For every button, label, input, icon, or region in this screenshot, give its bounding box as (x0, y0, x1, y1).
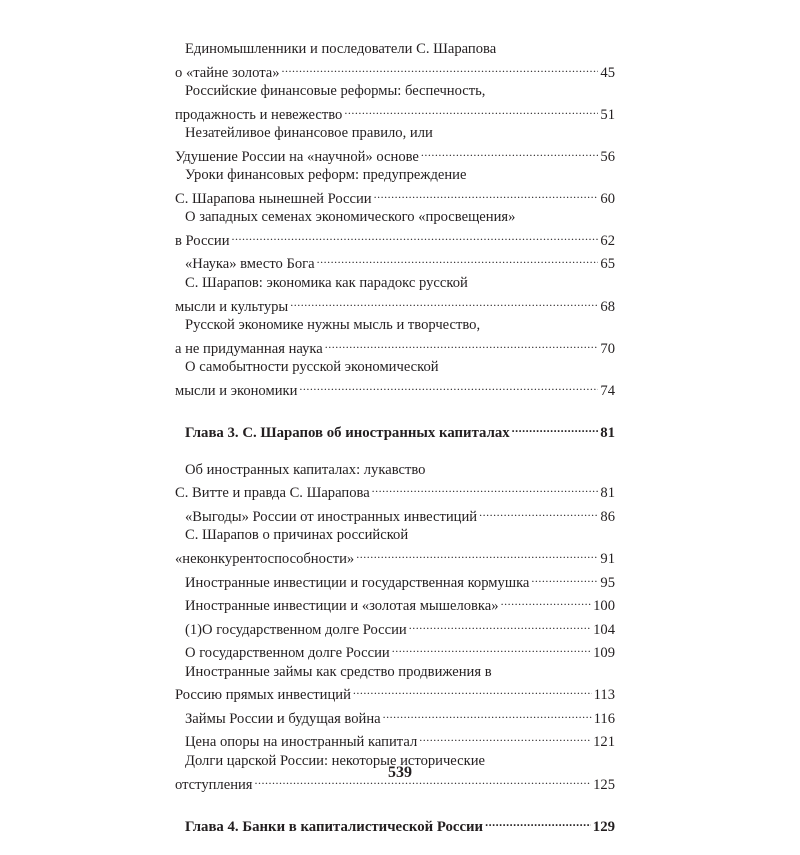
entry-page-number: 95 (600, 574, 615, 591)
entry-page-number: 60 (600, 190, 615, 207)
entry-title-line: Русской экономике нужны мысль и творчество, (185, 317, 481, 334)
entry-title: Цена опоры на иностранный капитал (185, 734, 418, 751)
entry-row (175, 59, 615, 83)
table-of-contents (175, 40, 615, 855)
entry-row (175, 545, 615, 569)
dot-leader (374, 185, 599, 203)
entry-row (175, 143, 615, 167)
entry-page-number: 62 (600, 232, 615, 249)
entry-title: (1)О государственном долге России (185, 621, 407, 638)
toc-entry (175, 526, 615, 568)
entry-row (175, 681, 615, 705)
entry-title-line: Долги царской России: некоторые исторические (185, 752, 486, 769)
dot-leader (290, 293, 598, 311)
toc-entry (175, 316, 615, 358)
entry-row (175, 293, 615, 317)
entry-page-number: 81 (600, 485, 615, 502)
dot-leader (421, 143, 598, 161)
toc-entry (175, 250, 615, 274)
toc-entry (175, 274, 615, 316)
entry-title-line: О западных семенах экономического «просвещения» (185, 209, 516, 226)
entry-row (175, 728, 615, 752)
entry-row (175, 503, 615, 527)
entry-row (175, 250, 615, 274)
entry-title: Глава 4. Банки в капиталистической России (185, 818, 484, 835)
entry-title: «Наука» вместо Бога (185, 256, 315, 273)
entry-row (175, 377, 615, 401)
dot-leader (409, 616, 591, 634)
dot-leader (282, 59, 599, 77)
toc-entry (175, 728, 615, 752)
entry-page-number: 51 (600, 106, 615, 123)
toc-entry (175, 616, 615, 640)
toc-entry (175, 639, 615, 663)
entry-title: мысли и экономики (175, 382, 298, 399)
entry-title: в России (175, 232, 230, 249)
entry-title: С. Витте и правда С. Шарапова (175, 485, 370, 502)
entry-title-line: Иностранные займы как средство продвижения в (185, 663, 492, 680)
entry-title: а не придуманная наука (175, 340, 323, 357)
entry-page-number: 91 (600, 551, 615, 568)
dot-leader (485, 813, 591, 831)
dot-leader (479, 503, 598, 521)
entry-page-number: 129 (592, 818, 615, 835)
entry-title: продажность и невежество (175, 106, 343, 123)
entry-title: мысли и культуры (175, 298, 289, 315)
dot-leader (372, 479, 599, 497)
entry-row (175, 335, 615, 359)
entry-title: Россию прямых инвестиций (175, 687, 351, 704)
dot-leader (299, 377, 598, 395)
entry-title: О государственном долге России (185, 645, 390, 662)
entry-title-line: О самобытности русской экономической (185, 359, 439, 376)
dot-leader (356, 545, 598, 563)
dot-leader (531, 569, 598, 587)
toc-entry (175, 461, 615, 503)
entry-row (175, 569, 615, 593)
entry-page-number: 125 (593, 776, 615, 793)
dot-leader (501, 592, 592, 610)
entry-row (175, 592, 615, 616)
entry-title: отступления (175, 776, 253, 793)
dot-leader (317, 250, 599, 268)
entry-page-number: 56 (600, 148, 615, 165)
entry-row (175, 185, 615, 209)
entry-title: С. Шарапова нынешней России (175, 190, 372, 207)
toc-entry (175, 40, 615, 82)
entry-page-number: 100 (593, 598, 615, 615)
dot-leader (344, 101, 598, 119)
entry-page-number: 81 (600, 424, 615, 441)
toc-entry (175, 569, 615, 593)
dot-leader (383, 705, 592, 723)
dot-leader (392, 639, 591, 657)
toc-entry (175, 166, 615, 208)
entry-title: Займы России и будущая война (185, 710, 381, 727)
toc-entry (175, 663, 615, 705)
entry-row (175, 639, 615, 663)
entry-row (175, 479, 615, 503)
toc-entry (175, 358, 615, 400)
entry-title: «неконкурентоспособности» (175, 551, 355, 568)
dot-leader (232, 227, 599, 245)
entry-title-line: Об иностранных капиталах: лукавство (185, 461, 426, 478)
entry-title-line: Незатейливое финансовое правило, или (185, 125, 433, 142)
entry-page-number: 121 (593, 734, 615, 751)
entry-row (175, 227, 615, 251)
entry-page-number: 86 (600, 508, 615, 525)
toc-entry (175, 705, 615, 729)
toc-entry (175, 82, 615, 124)
dot-leader (512, 419, 599, 437)
entry-page-number: 70 (600, 340, 615, 357)
toc-entry (175, 503, 615, 527)
entry-title: Удушение России на «научной» основе (175, 148, 419, 165)
entry-page-number: 74 (600, 382, 615, 399)
toc-chapter (175, 419, 615, 443)
entry-title-line: С. Шарапов: экономика как парадокс русской (185, 275, 468, 292)
page-number: 539 (388, 764, 412, 781)
toc-entry (175, 208, 615, 250)
entry-page-number: 65 (600, 256, 615, 273)
entry-title: «Выгоды» России от иностранных инвестиций (185, 508, 478, 525)
entry-page-number: 45 (600, 64, 615, 81)
entry-page-number: 104 (593, 621, 615, 638)
entry-title: Иностранные инвестиции и государственная кормушка (185, 574, 530, 591)
entry-page-number: 109 (593, 645, 615, 662)
entry-title-line: С. Шарапов о причинах российской (185, 527, 409, 544)
dot-leader (419, 728, 591, 746)
toc-chapter (175, 813, 615, 837)
entry-title: о «тайне золота» (175, 64, 280, 81)
entry-title-line: Российские финансовые реформы: беспечность, (185, 83, 486, 100)
entry-title-line: Единомышленники и последователи С. Шарапова (185, 41, 497, 57)
entry-title: Иностранные инвестиции и «золотая мышеловка» (185, 598, 499, 615)
entry-page-number: 113 (593, 687, 615, 704)
entry-page-number: 116 (593, 710, 615, 727)
entry-row (175, 616, 615, 640)
dot-leader (353, 681, 592, 699)
entry-title: Глава 3. С. Шарапов об иностранных капиталах (185, 424, 510, 441)
entry-row (175, 813, 615, 837)
toc-entry (175, 124, 615, 166)
entry-row (175, 101, 615, 125)
toc-entry (175, 592, 615, 616)
entry-page-number: 68 (600, 298, 615, 315)
dot-leader (325, 335, 599, 353)
entry-row (175, 705, 615, 729)
entry-title-line: Уроки финансовых реформ: предупреждение (185, 167, 467, 184)
entry-row (175, 419, 615, 443)
